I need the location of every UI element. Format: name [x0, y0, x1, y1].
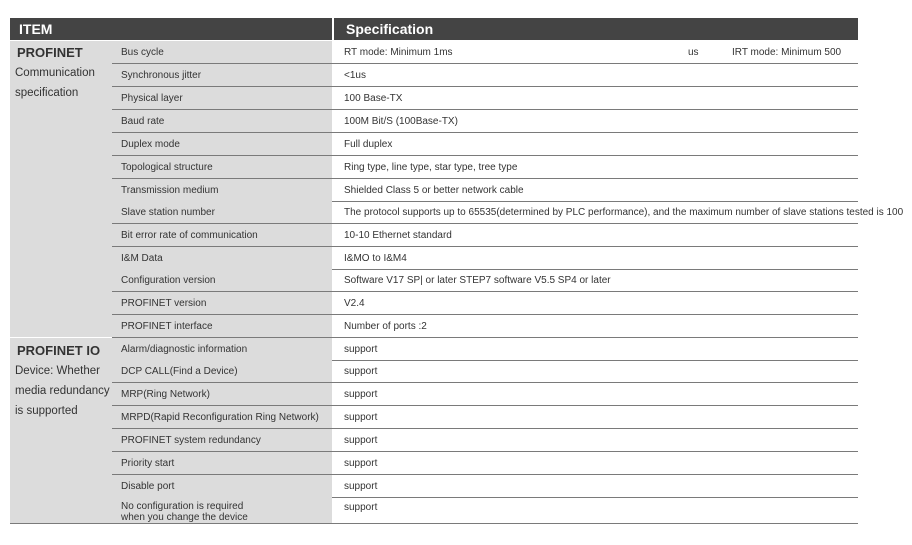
item-label: Configuration version: [121, 275, 216, 286]
spec-value: support: [344, 344, 378, 355]
spec-value: 100 Base-TX: [344, 93, 403, 104]
item-cell: [112, 156, 332, 178]
spec-value: 10-10 Ethernet standard: [344, 230, 452, 241]
item-label: Bit error rate of communication: [121, 230, 258, 241]
spec-value: Software V17 SP| or later STEP7 software V5.5 SP4 or later: [344, 275, 611, 286]
table-row: [112, 110, 858, 133]
item-label: Physical layer: [121, 93, 183, 104]
table-row: [112, 133, 858, 156]
item-cell: [112, 64, 332, 86]
item-cell: [112, 179, 332, 201]
item-cell: [112, 110, 332, 132]
table-row: [112, 201, 904, 224]
header-specification: Specification: [334, 18, 858, 40]
item-label: DCP CALL(Find a Device): [121, 366, 238, 377]
spec-value: support: [344, 502, 378, 513]
spec-value-irt: IRT mode: Minimum 500: [732, 47, 842, 58]
group-profinet-io: [10, 338, 112, 524]
table-row: [112, 475, 858, 498]
group-title: PROFINET IO: [17, 343, 101, 358]
item-cell: [112, 429, 332, 451]
item-label: Bus cycle: [121, 47, 164, 58]
spec-value: Shielded Class 5 or better network cable: [344, 185, 524, 196]
item-cell: [112, 315, 332, 337]
spec-value: Number of ports :2: [344, 321, 427, 332]
item-cell: [112, 475, 332, 497]
spec-value: Full duplex: [344, 139, 393, 150]
group-desc-line: Device: Whether: [15, 365, 101, 377]
spec-value: 100M Bit/S (100Base-TX): [344, 116, 458, 127]
item-label: I&M Data: [121, 253, 163, 264]
table-row: [112, 315, 858, 338]
table-row: [112, 64, 858, 87]
item-cell: [112, 406, 332, 428]
spec-value: support: [344, 435, 378, 446]
table-row: [112, 41, 858, 64]
group-desc-line: Communication: [15, 67, 95, 79]
table-row: [112, 360, 858, 383]
item-cell: [112, 360, 332, 382]
item-label: Slave station number: [121, 207, 215, 218]
item-cell: [112, 87, 332, 109]
item-label: Synchronous jitter: [121, 70, 202, 81]
spec-value: support: [344, 481, 378, 492]
table-row: [112, 87, 858, 110]
spec-value: <1us: [344, 70, 366, 81]
group-profinet: [10, 41, 112, 337]
spec-value: Ring type, line type, star type, tree type: [344, 162, 518, 173]
item-cell: [112, 338, 332, 360]
table-row: [112, 429, 858, 452]
table-row: [112, 406, 858, 429]
item-label: No configuration is required: [121, 501, 244, 512]
item-label: PROFINET interface: [121, 321, 213, 332]
item-label: Disable port: [121, 481, 175, 492]
item-cell: [112, 133, 332, 155]
spec-unit: us: [688, 47, 699, 58]
table-row: [112, 338, 858, 361]
item-label: Duplex mode: [121, 139, 180, 150]
table-bottom-border: [10, 523, 858, 524]
item-cell: [112, 292, 332, 314]
item-cell: [112, 201, 332, 223]
spec-value: support: [344, 389, 378, 400]
spec-value: V2.4: [344, 298, 365, 309]
item-cell: [112, 41, 332, 63]
item-cell: [112, 247, 332, 269]
group-desc-line: media redundancy: [15, 385, 110, 397]
table-row: [112, 452, 858, 475]
item-cell: [112, 383, 332, 405]
item-label: Topological structure: [121, 162, 213, 173]
item-label: PROFINET system redundancy: [121, 435, 261, 446]
item-cell: [112, 269, 332, 291]
item-label: Priority start: [121, 458, 175, 469]
item-label: MRP(Ring Network): [121, 389, 210, 400]
item-cell: [112, 452, 332, 474]
header-item: ITEM: [10, 18, 332, 40]
item-label: Transmission medium: [121, 185, 219, 196]
item-cell: [112, 224, 332, 246]
spec-value: support: [344, 412, 378, 423]
table-row: [112, 497, 858, 523]
spec-value: RT mode: Minimum 1ms: [344, 47, 453, 58]
spec-value: The protocol supports up to 65535(determined by PLC performance), and the maximum number of slave stations tested is 100: [344, 207, 904, 218]
table-row: [112, 269, 858, 292]
table-row: [112, 292, 858, 315]
spec-value: I&MO to I&M4: [344, 253, 407, 264]
table-row: [112, 156, 858, 179]
table-row: [112, 224, 858, 247]
item-label: Baud rate: [121, 116, 165, 127]
item-cell: [112, 497, 332, 523]
table-row: [112, 247, 858, 270]
item-label-line2: when you change the device: [121, 512, 248, 523]
table-row: [112, 383, 858, 406]
spec-value: support: [344, 458, 378, 469]
group-desc-line: is supported: [15, 405, 78, 417]
table-row: [112, 179, 858, 202]
item-label: Alarm/diagnostic information: [121, 344, 248, 355]
spec-value: support: [344, 366, 378, 377]
item-label: PROFINET version: [121, 298, 207, 309]
item-label: MRPD(Rapid Reconfiguration Ring Network): [121, 412, 319, 423]
group-title: PROFINET: [17, 45, 83, 60]
group-desc-line: specification: [15, 87, 79, 99]
